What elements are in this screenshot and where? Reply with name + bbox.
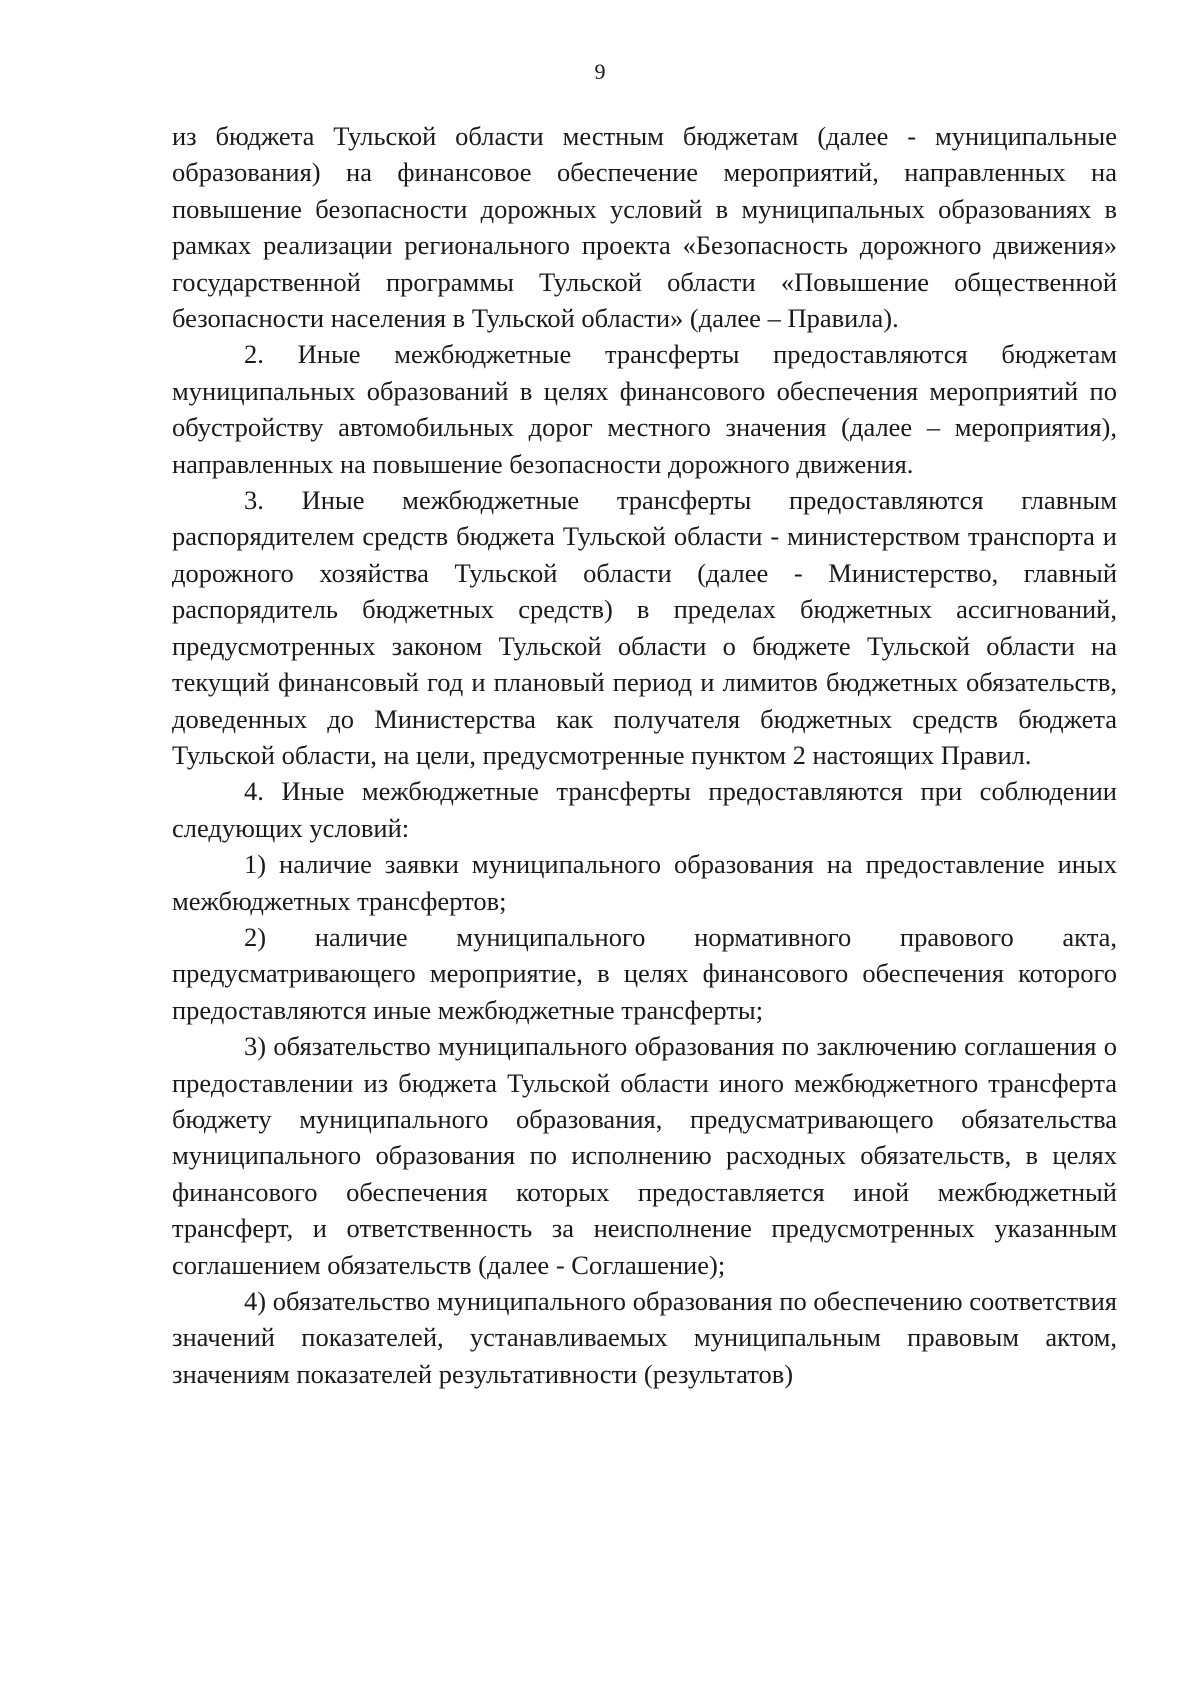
paragraph-item-2: 2. Иные межбюджетные трансферты предоставляются бюджетам муниципальных образований в целях финансового обеспечения мероприятий по обустройству автомобильных дорог местного значения (далее – мероприятия), направленных на повышение безопасности дорожного движения. [172,339,1117,479]
paragraph-item-3: 3. Иные межбюджетные трансферты предоставляются главным распорядителем средств бюджета Тульской области - министерством транспорта и дорожного хозяйства Тульской области (далее - Министерство, главный распорядитель бюджетных средств) в пределах бюджетных ассигнований, предусмотренных законом Тульской области о бюджете Тульской области на текущий финансовый год и плановый период и лимитов бюджетных обязательств, доведенных до Министерства как получателя бюджетных средств бюджета Тульской области, на цели, предусмотренные пунктом 2 настоящих Правил. [172,485,1117,770]
condition-item-1: 1) наличие заявки муниципального образования на предоставление иных межбюджетных трансфертов; [172,849,1117,916]
page-number: 9 [594,59,606,84]
condition-item-3: 3) обязательство муниципального образования по заключению соглашения о предоставлении из бюджета Тульской области иного межбюджетного трансферта бюджету муниципального образования, предусматривающего обязательства муниципального образования по исполнению расходных обязательств, в целях финансового обеспечения которых предоставляется иной межбюджетный трансферт, и ответственность за неисполнение предусмотренных указанным соглашением обязательств (далее - Соглашение); [172,1031,1117,1280]
document-body [172,118,1117,1392]
paragraph-item-4: 4. Иные межбюджетные трансферты предоставляются при соблюдении следующих условий: [172,776,1117,843]
condition-item-4: 4) обязательство муниципального образования по обеспечению соответствия значений показателей, устанавливаемых муниципальным правовым актом, значениям показателей результативности (результатов) [172,1286,1117,1389]
condition-item-2: 2) наличие муниципального нормативного правового акта, предусматривающего мероприятие, в целях финансового обеспечения которого предоставляются иные межбюджетные трансферты; [172,921,1117,1025]
paragraph-continuation: из бюджета Тульской области местным бюджетам (далее - муниципальные образования) на финансовое обеспечение мероприятий, направленных на повышение безопасности дорожных условий в муниципальных образованиях в рамках реализации регионального проекта «Безопасность дорожного движения» государственной программы Тульской области «Повышение общественной безопасности населения в Тульской области» (далее – Правила). [172,121,1117,334]
